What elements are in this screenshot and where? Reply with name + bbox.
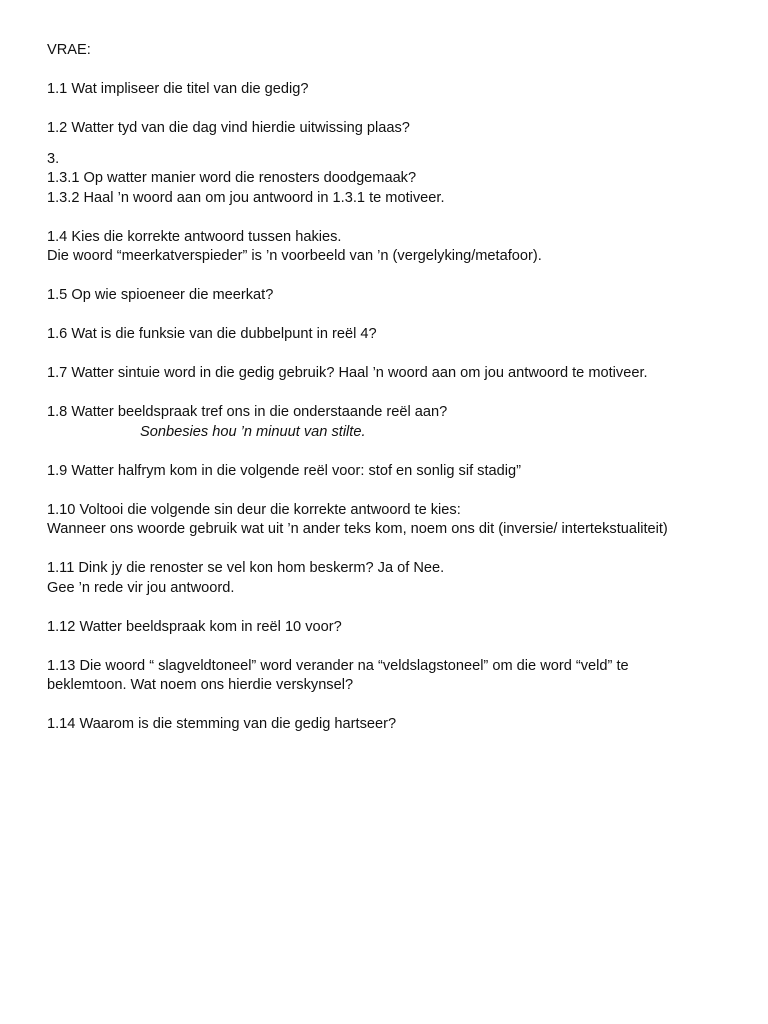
question-1-3-1: 1.3.1 Op watter manier word die renosters doodgemaak? [47, 170, 417, 186]
question-1-11-followup: Gee ’n rede vir jou antwoord. [47, 579, 235, 596]
question-1-6: 1.6 Wat is die funksie van die dubbelpunt in reël 4? [47, 326, 377, 342]
question-1-11: 1.11 Dink jy die renoster se vel kon hom beskerm? Ja of Nee. [47, 560, 445, 576]
question-1-1: 1.1 Wat impliseer die titel van die gedig? [47, 81, 309, 97]
question-1-4-statement: Die woord “meerkatverspieder” is ’n voorbeeld van ’n (vergelyking/metafoor). [47, 248, 542, 264]
question-1-4: 1.4 Kies die korrekte antwoord tussen hakies. [47, 228, 342, 245]
question-1-14: 1.14 Waarom is die stemming van die gedig hartseer? [47, 716, 397, 732]
question-1-8-quote: Sonbesies hou ’n minuut van stilte. [140, 423, 366, 440]
heading-vrae: VRAE: [47, 42, 91, 58]
question-1-9: 1.9 Watter halfrym kom in die volgende reël voor: stof en sonlig sif stadig” [47, 462, 521, 479]
question-1-10: 1.10 Voltooi die volgende sin deur die korrekte antwoord te kies: [47, 501, 461, 518]
question-1-3-2: 1.3.2 Haal ’n woord aan om jou antwoord in 1.3.1 te motiveer. [47, 189, 445, 206]
question-1-12: 1.12 Watter beeldspraak kom in reël 10 voor? [47, 618, 342, 635]
question-1-5: 1.5 Op wie spioeneer die meerkat? [47, 287, 274, 303]
question-1-8: 1.8 Watter beeldspraak tref ons in die onderstaande reël aan? [47, 404, 448, 420]
question-list [47, 41, 747, 735]
question-1-10-statement: Wanneer ons woorde gebruik wat uit ’n ander teks kom, noem ons dit (inversie/ intertekstualiteit) [47, 521, 668, 537]
question-1-13-continued: beklemtoon. Wat noem ons hierdie verskynsel? [47, 677, 354, 693]
question-1-13: 1.13 Die woord “ slagveldtoneel” word verander na “veldslagstoneel” om die word “veld” te [47, 657, 629, 674]
question-1-7: 1.7 Watter sintuie word in die gedig gebruik? Haal ’n woord aan om jou antwoord te motiveer. [47, 365, 648, 381]
question-1-2: 1.2 Watter tyd van die dag vind hierdie uitwissing plaas? [47, 120, 410, 136]
question-3-number: 3. [47, 150, 60, 167]
